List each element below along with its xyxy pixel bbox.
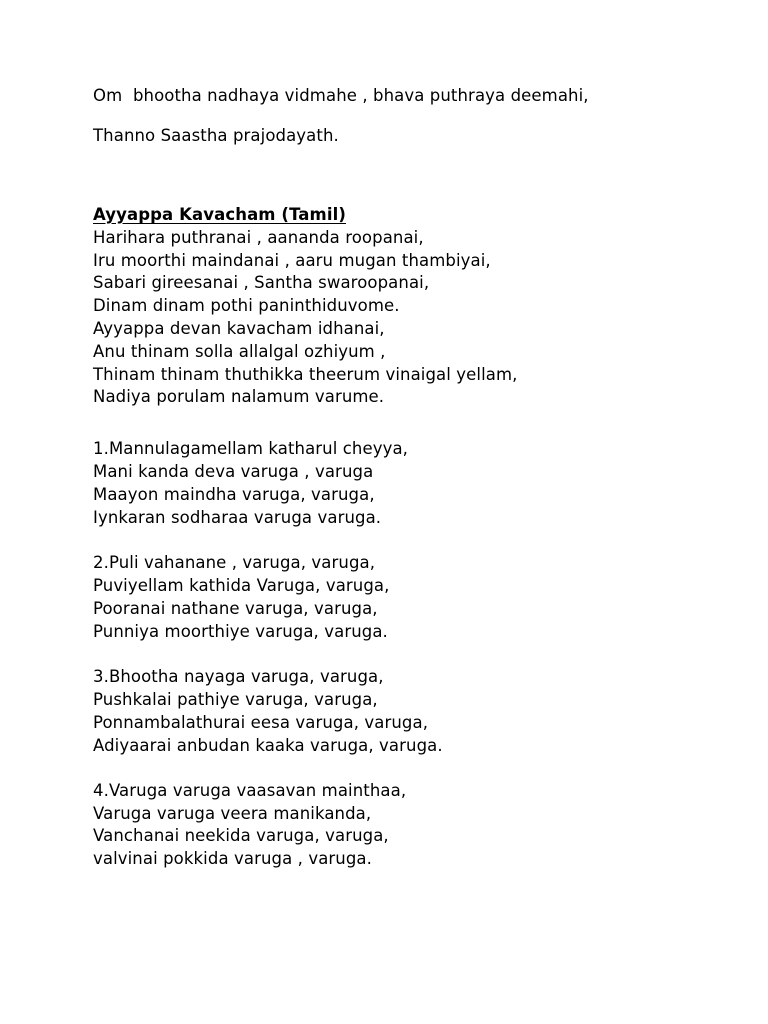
verse-4-line: Varuga varuga veera manikanda, (93, 804, 372, 823)
verse-2-line: 2.Puli vahanane , varuga, varuga, (93, 553, 376, 572)
verse-4-line: Vanchanai neekida varuga, varuga, (93, 826, 389, 845)
verse-1-line: Mani kanda deva varuga , varuga (93, 462, 374, 481)
verse-2-line: Puviyellam kathida Varuga, varuga, (93, 576, 390, 595)
verse-2-line: Punniya moorthiye varuga, varuga. (93, 622, 388, 641)
intro-line: Harihara puthranai , aananda roopanai, (93, 228, 424, 247)
verse-3-line: Adiyaarai anbudan kaaka varuga, varuga. (93, 736, 443, 755)
intro-line: Dinam dinam pothi paninthiduvome. (93, 296, 400, 315)
invocation-line-2: Thanno Saastha prajodayath. (93, 126, 339, 145)
verse-1-line: Maayon maindha varuga, varuga, (93, 485, 375, 504)
intro-line: Thinam thinam thuthikka theerum vinaigal yellam, (93, 365, 518, 384)
intro-line: Nadiya porulam nalamum varume. (93, 387, 385, 406)
verse-4-line: valvinai pokkida varuga , varuga. (93, 849, 372, 868)
intro-line: Sabari gireesanai , Santha swaroopanai, (93, 273, 430, 292)
verse-1-line: 1.Mannulagamellam katharul cheyya, (93, 439, 409, 458)
verse-1-line: Iynkaran sodharaa varuga varuga. (93, 508, 382, 527)
verse-2-line: Pooranai nathane varuga, varuga, (93, 599, 378, 618)
section-heading: Ayyappa Kavacham (Tamil) (93, 205, 346, 224)
intro-line: Iru moorthi maindanai , aaru mugan thambiyai, (93, 251, 491, 270)
verse-3-line: Pushkalai pathiye varuga, varuga, (93, 690, 378, 709)
intro-line: Ayyappa devan kavacham idhanai, (93, 319, 385, 338)
verse-4-line: 4.Varuga varuga vaasavan mainthaa, (93, 781, 407, 800)
verse-3-line: Ponnambalathurai eesa varuga, varuga, (93, 713, 429, 732)
verse-3-line: 3.Bhootha nayaga varuga, varuga, (93, 667, 384, 686)
intro-line: Anu thinam solla allalgal ozhiyum , (93, 342, 386, 361)
invocation-line-1: Om bhootha nadhaya vidmahe , bhava puthraya deemahi, (93, 86, 589, 105)
